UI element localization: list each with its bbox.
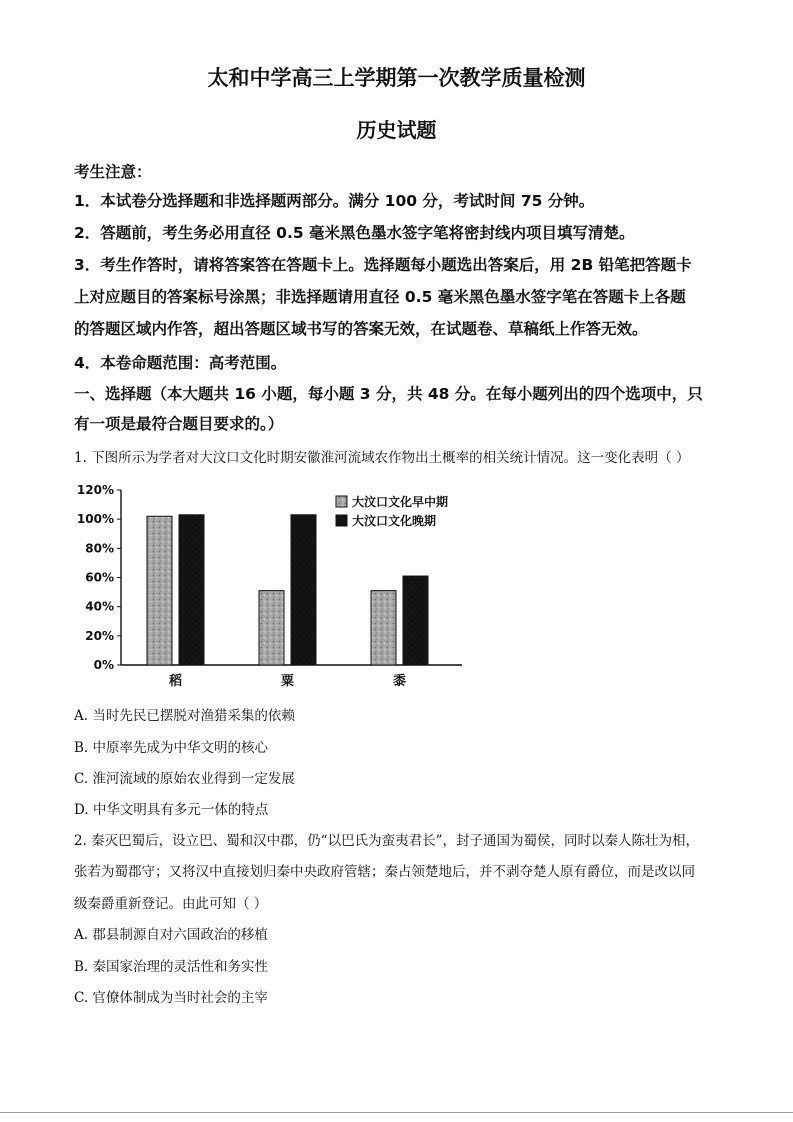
q2-option-b: B. 秦国家治理的灵活性和务实性 [74,959,269,975]
notice-line: 4．本卷命题范围：高考范围。 [74,354,287,372]
y-tick-label: 20% [85,628,114,643]
q1-option-d: D. 中华文明具有多元一体的特点 [74,802,269,818]
bar-late-2 [403,576,428,665]
notice-line: 1．本试卷分选择题和非选择题两部分。满分 100 分，考试时间 75 分钟。 [74,192,595,210]
bar-early-2 [371,591,396,665]
notice-heading: 考生注意： [74,163,152,181]
notice-line: 的答题区域内作答，超出答题区域书写的答案无效，在试题卷、草稿纸上作答无效。 [74,320,648,338]
section-heading-cont: 有一项是最符合题目要求的。） [74,415,284,433]
q1-option-b: B. 中原率先成为中华文明的核心 [74,740,269,756]
q1-option-a: A. 当时先民已摆脱对渔猎采集的依赖 [74,708,295,724]
legend-swatch-early [336,496,347,507]
legend-label-late: 大汶口文化晚期 [352,514,437,528]
q2-option-a: A. 郡县制源自对六国政治的移植 [74,927,268,943]
legend-label-early: 大汶口文化早中期 [352,495,449,509]
bar-early-0 [147,516,172,665]
bar-late-0 [179,515,204,665]
x-category-label: 稻 [168,674,183,689]
q2-stem-line: 张若为蜀郡守；又将汉中直接划归秦中央政府管辖；秦占领楚地后，并不剥夺楚人原有爵位，而是改以同 [74,864,695,880]
notice-line: 3．考生作答时，请将答案答在答题卡上。选择题每小题选出答案后，用 2B 铅笔把答题卡 [74,256,692,274]
subject-title: 历史试题 [356,118,437,142]
x-category-label: 粟 [280,674,295,689]
bar-late-1 [291,515,316,665]
exam-title: 太和中学高三上学期第一次教学质量检测 [207,66,586,90]
legend-swatch-late [336,515,347,526]
bar-early-1 [259,591,284,665]
q2-stem-line: 级秦爵重新登记。由此可知（ ） [74,896,268,912]
y-tick-label: 100% [76,512,114,527]
y-tick-label: 0% [93,658,114,672]
page-bottom-rule [0,1112,793,1113]
y-tick-label: 120% [76,483,114,497]
q1-bar-chart [74,478,474,690]
section-heading: 一、选择题（本大题共 16 小题，每小题 3 分，共 48 分。在每小题列出的四个选项中，只 [74,385,703,403]
chart-legend [336,494,448,528]
notice-line: 上对应题目的答案标号涂黑；非选择题请用直径 0.5 毫米黑色墨水签字笔在答题卡上各题 [74,288,686,306]
y-tick-label: 40% [85,599,114,614]
q2-option-c: C. 官僚体制成为当时社会的主宰 [74,990,268,1006]
q1-stem: 1. 下图所示为学者对大汶口文化时期安徽淮河流域农作物出土概率的相关统计情况。这一变化表明（ ） [74,450,690,466]
q1-option-c: C. 淮河流域的原始农业得到一定发展 [74,771,295,787]
y-tick-label: 80% [85,541,114,556]
y-tick-label: 60% [85,570,114,585]
q2-stem-line: 2. 秦灭巴蜀后，设立巴、蜀和汉中郡，仍“以巴氏为蛮夷君长”，封子通国为蜀侯，同时以秦人陈壮为相， [74,833,699,849]
notice-line: 2．答题前，考生务必用直径 0.5 毫米黑色墨水签字笔将密封线内项目填写清楚。 [74,224,635,242]
x-category-label: 黍 [392,674,407,689]
